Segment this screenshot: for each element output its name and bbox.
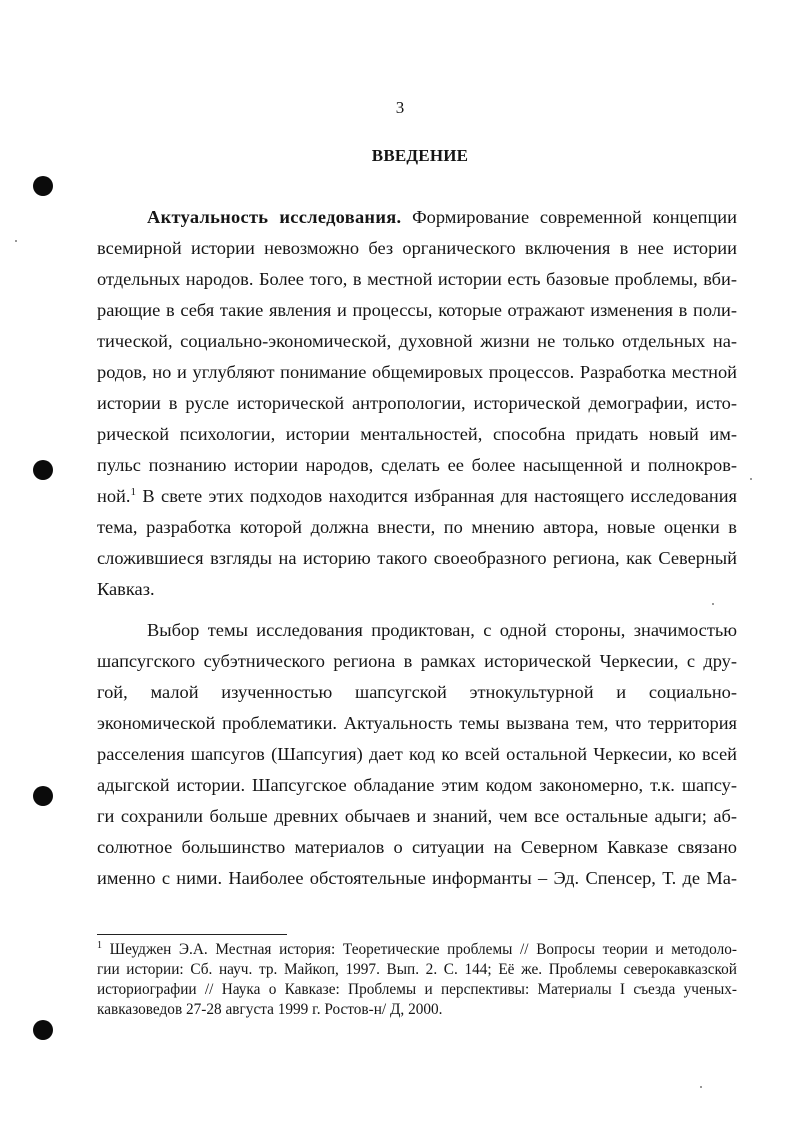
- paragraph-line: [97, 202, 737, 233]
- binder-hole: [33, 1020, 53, 1040]
- text-span: Шеуджен Э.А. Местная история: Теоретические проблемы // Вопросы теории и методоло-: [102, 941, 737, 958]
- binder-hole: [33, 176, 53, 196]
- paragraph-line: пульс познанию истории народов, сделать ее более насыщенной и полнокров-: [97, 455, 737, 475]
- footnote-line: гии истории: Сб. науч. тр. Майкоп, 1997. Вып. 2. С. 144; Её же. Проблемы северокавказской: [97, 961, 737, 978]
- paragraph-line: всемирной истории невозможно без органического включения в нее истории: [97, 238, 737, 258]
- paragraph-line: ги сохранили больше древних обычаев и знаний, чем все остальные адыги; аб-: [97, 806, 737, 826]
- text-span: ной.: [97, 486, 131, 506]
- scan-speck: [15, 240, 17, 242]
- paragraph-line: шапсугского субэтнического региона в рамках исторической Черкесии, с дру-: [97, 651, 737, 671]
- footnote-line: историографии // Наука о Кавказе: Проблемы и перспективы: Материалы I съезда ученых-: [97, 981, 737, 998]
- paragraph-line: Кавказ.: [97, 579, 155, 599]
- binder-hole: [33, 460, 53, 480]
- paragraph-line: отдельных народов. Более того, в местной истории есть базовые проблемы, вби-: [97, 269, 737, 289]
- paragraph-line: родов, но и углубляют понимание общемировых процессов. Разработка местной: [97, 362, 737, 382]
- paragraph-line: расселения шапсугов (Шапсугия) дает код ко всей остальной Черкесии, ко всей: [97, 744, 737, 764]
- paragraph-line: именно с ними. Наиболее обстоятельные информанты – Эд. Спенсер, Т. де Ма-: [97, 868, 737, 888]
- scan-speck: [700, 1086, 702, 1088]
- paragraph-line: Выбор темы исследования продиктован, с одной стороны, значимостью: [147, 620, 737, 640]
- footnote-reference[interactable]: 1: [130, 486, 136, 498]
- page-number: 3: [395, 98, 405, 117]
- lead-heading: Актуальность исследования.: [147, 207, 402, 227]
- paragraph-line: экономической проблематики. Актуальность темы вызвана тем, что территория: [97, 713, 737, 733]
- paragraph-line: рической психологии, истории ментальностей, способна придать новый им-: [97, 424, 737, 444]
- paragraph-line: гой, малой изученностью шапсугской этнокультурной и социально-: [97, 682, 737, 702]
- footnote-line: кавказоведов 27-28 августа 1999 г. Ростов-н/ Д, 2000.: [97, 1001, 443, 1018]
- paragraph-line: адыгской истории. Шапсугское обладание этим кодом закономерно, т.к. шапсу-: [97, 775, 737, 795]
- text-span: В свете этих подходов находится избранная для настоящего исследования: [135, 486, 737, 506]
- paragraph-line: рающие в себя такие явления и процессы, которые отражают изменения в поли-: [97, 300, 737, 320]
- paragraph-line: тической, социально-экономической, духовной жизни не только отдельных на-: [97, 331, 737, 351]
- paragraph-line: истории в русле исторической антропологии, исторической демографии, исто-: [97, 393, 737, 413]
- footnote-mark: 1: [97, 940, 102, 951]
- scan-speck: [750, 478, 752, 480]
- paragraph-line: тема, разработка которой должна внести, по мнению автора, новые оценки в: [97, 517, 737, 537]
- paragraph-line: [97, 481, 737, 512]
- footnote-line: [97, 940, 737, 960]
- text-span: Формирование современной концепции: [401, 207, 737, 227]
- paragraph-line: солютное большинство материалов о ситуации на Северном Кавказе связано: [97, 837, 737, 857]
- binder-hole: [33, 786, 53, 806]
- footnote-divider: [97, 934, 287, 935]
- paragraph-line: сложившиеся взгляды на историю такого своеобразного региона, как Северный: [97, 548, 737, 568]
- section-title: ВВЕДЕНИЕ: [371, 146, 469, 165]
